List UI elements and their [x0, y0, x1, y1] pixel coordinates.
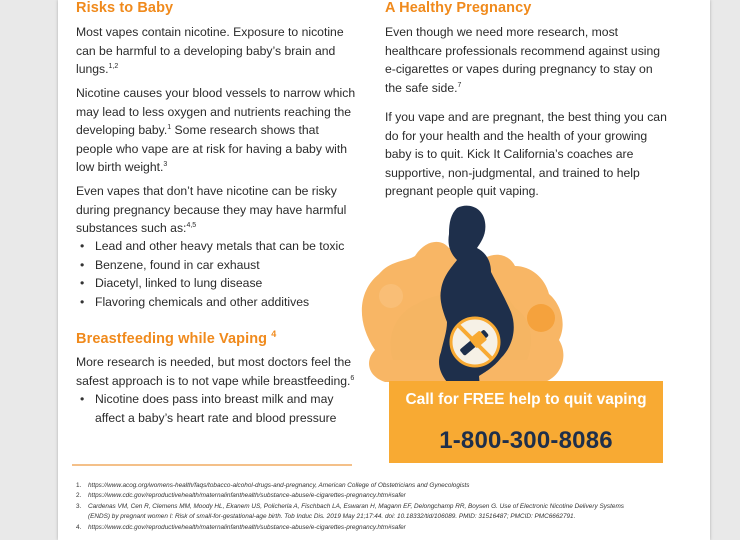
cta-headline: Call for FREE help to quit vaping	[405, 391, 647, 408]
risks-p2-text: Nicotine causes your blood vessels to narrow which may lead to less oxygen and nutrients reaching the developing baby.	[76, 86, 356, 138]
risks-p1-text: Most vapes contain nicotine. Exposure to nicotine can be harmful to a developing baby’s brain and lungs.	[76, 25, 344, 77]
healthy-pregnancy-paragraph-2: If you vape and are pregnant, the best thing you can do for your health and the health of your growing baby is to quit. Kick It California’s coaches are supportive, non-judgmental, and trained to help pregnant people quit vaping.	[385, 110, 667, 199]
no-vaping-badge	[451, 318, 499, 366]
list-item: • Nicotine does pass into breast milk and may affect a baby’s heart rate and blood pressure	[76, 390, 346, 427]
footnote	[76, 523, 676, 533]
footnote-text[interactable]: https://www.acog.org/womens-health/faqs/tobacco-alcohol-drugs-and-pregnancy, American College of Obstetricians and Gynecologists	[88, 482, 470, 489]
risks-p3-text: Even vapes that don’t have nicotine can be risky during pregnancy because they may have harmful substances such as:	[76, 184, 347, 236]
pregnant-silhouette-illustration	[345, 200, 591, 400]
citation-ref: 1	[167, 124, 172, 132]
quitline-phone-number[interactable]: 1-800-300-8086	[439, 427, 613, 454]
risks-heading: Risks to Baby	[76, 0, 174, 16]
hp-p1-text: Even though we need more research, most healthcare professionals recommend against using e-cigarettes or vapes during pregnancy to stay on the safe side.	[385, 25, 661, 95]
citation-ref: 3	[163, 161, 168, 169]
footnote-number: 3.	[76, 502, 82, 510]
footnote	[76, 512, 676, 522]
breastfeeding-p1-text: More research is needed, but most doctors feel the safest approach is to not vape while breastfeeding.	[76, 355, 352, 388]
citation-ref: 4,5	[186, 222, 197, 230]
harmful-substances-list	[76, 237, 358, 311]
citation-ref: 1,2	[108, 63, 119, 71]
footer-divider	[72, 464, 352, 466]
footnote	[76, 502, 676, 512]
list-item: • Flavoring chemicals and other additives	[76, 293, 358, 312]
footnotes	[76, 481, 676, 533]
footnote-text: Cardenas VM, Cen R, Clemens MM, Moody HL, Ekanem US, Policherla A, Fischbach LA, Eswaran H, Magann EF, Delongchamp RR, Boysen G. Use of Electronic Nicotine Delivery Systems	[88, 502, 624, 510]
breastfeeding-heading-text: Breastfeeding while Vaping	[76, 330, 268, 347]
citation-ref: 4	[271, 329, 277, 339]
list-item: • Lead and other heavy metals that can be toxic	[76, 237, 358, 256]
list-item: • Diacetyl, linked to lung disease	[76, 274, 358, 293]
risks-p2-cont: Some research shows that people who vape are at risk for having a baby with low birth weight.	[76, 123, 347, 175]
footnote-number: 1.	[76, 482, 82, 489]
citation-ref: 7	[457, 81, 462, 89]
risks-paragraph-3	[76, 182, 358, 238]
breastfeeding-paragraph	[76, 353, 358, 390]
risks-paragraph-1	[76, 23, 358, 79]
breastfeeding-heading	[76, 329, 276, 347]
footnote-number: 2.	[76, 492, 82, 500]
footnote-text[interactable]: https://www.cdc.gov/reproductivehealth/maternalinfanthealth/substance-abuse/e-cigarettes-pregnancy.htm#safer	[88, 523, 406, 531]
footnote-number: 4.	[76, 523, 82, 531]
risks-paragraph-2	[76, 84, 358, 177]
fact-sheet-page	[58, 0, 710, 540]
breastfeeding-list	[76, 390, 346, 427]
healthy-pregnancy-paragraph-1	[385, 23, 671, 97]
footnote	[76, 491, 676, 501]
footnote-text: (ENDS) by pregnant women I: Risk of small-for-gestational-age birth. Tob Induc Dis. 2019 May 21;17:44. doi: 10.18332/tid/106089. PMID: 31516487; PMCID: PMC6662791.	[88, 513, 576, 521]
footnote	[76, 481, 676, 491]
healthy-pregnancy-heading: A Healthy Pregnancy	[385, 0, 532, 16]
list-item: • Benzene, found in car exhaust	[76, 256, 358, 275]
call-to-action-box	[389, 381, 663, 463]
citation-ref: 6	[350, 374, 355, 382]
footnote-text[interactable]: https://www.cdc.gov/reproductivehealth/maternalinfanthealth/substance-abuse/e-cigarettes-pregnancy.htm#safer	[88, 492, 406, 500]
